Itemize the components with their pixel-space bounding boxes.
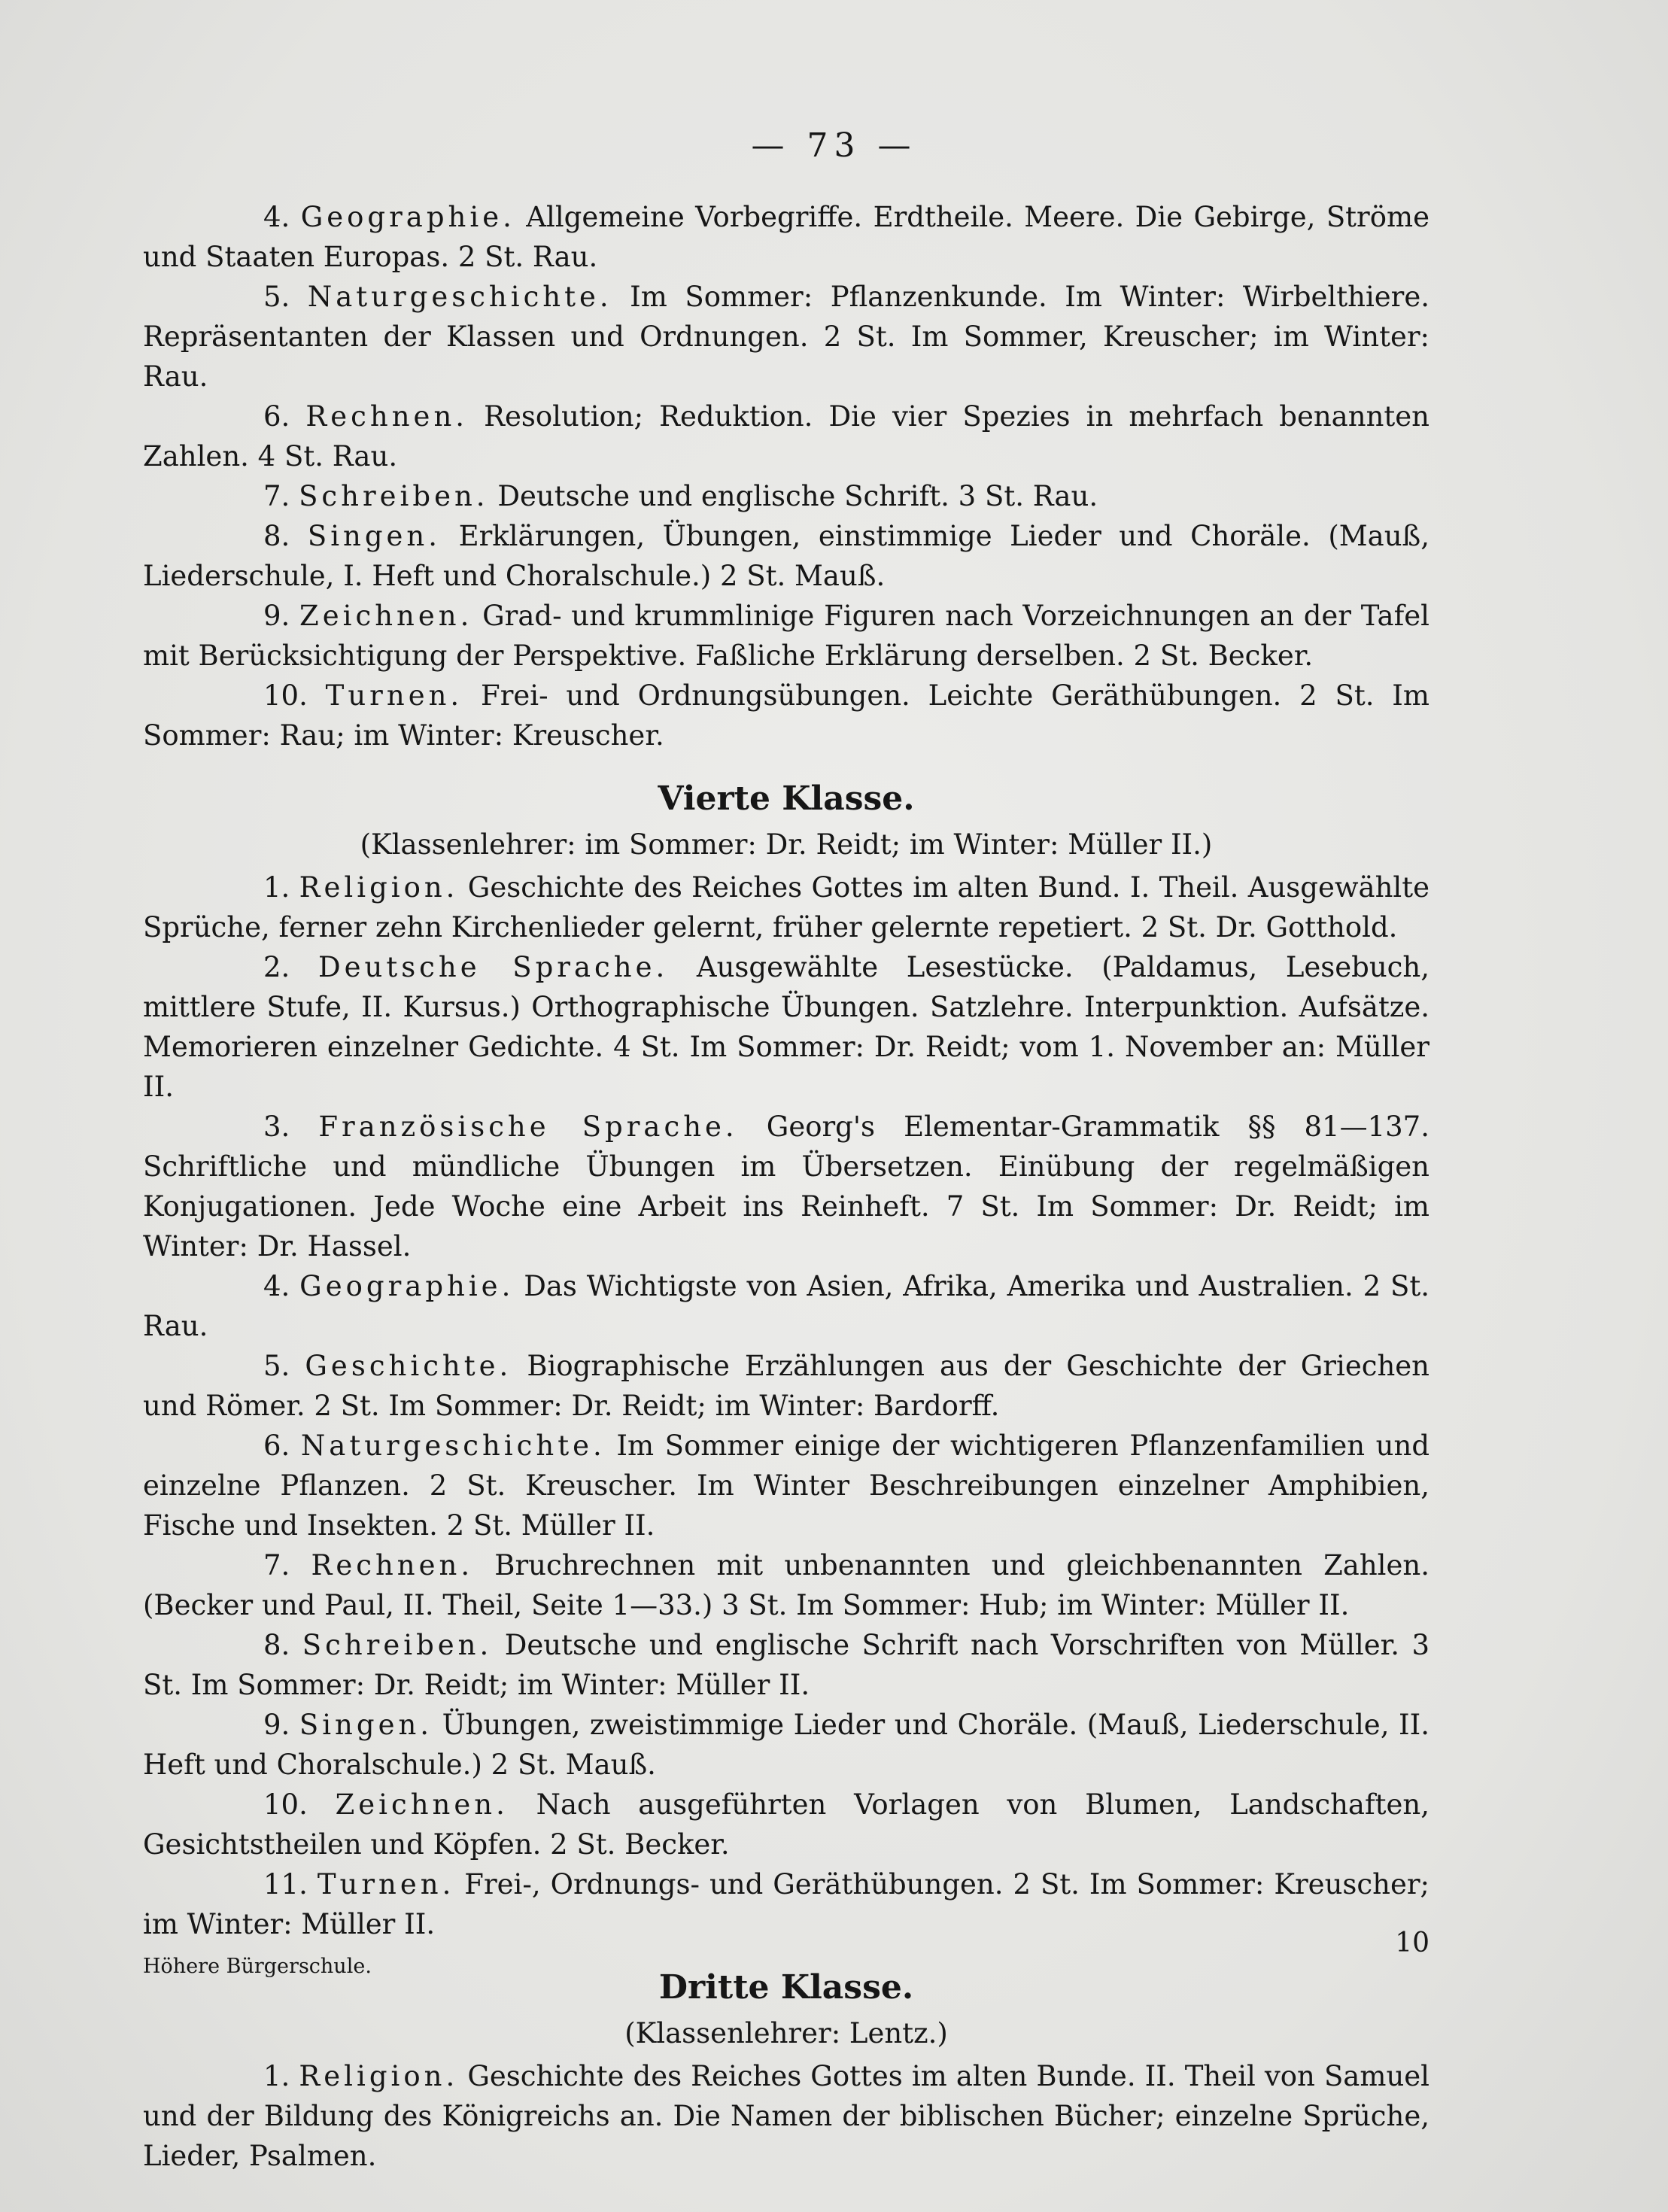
curriculum-entry: 2. Deutsche Sprache. Ausgewählte Lesestücke. (Paldamus, Lesebuch, mittlere Stufe, II. Kursus.) Orthographische Übungen. Satzlehre. Interpunktion. Aufsätze. Memorieren einzelner Gedichte. 4 St. Im Sommer: Dr. Reidt; vom 1. November an: Müller II.: [143, 951, 1429, 1103]
class-teacher-line: (Klassenlehrer: im Sommer: Dr. Reidt; im Winter: Müller II.): [360, 828, 1213, 861]
footer-signature: Höhere Bürgerschule.: [143, 1955, 372, 1978]
dritte-klasse-section: [143, 2056, 1429, 2176]
curriculum-entry: 5. Naturgeschichte. Im Sommer: Pflanzenkunde. Im Winter: Wirbelthiere. Repräsentanten der Klassen und Ordnungen. 2 St. Im Sommer, Kreuscher; im Winter: Rau.: [143, 281, 1430, 393]
curriculum-entry: 8. Singen. Erklärungen, Übungen, einstimmige Lieder und Choräle. (Mauß, Liederschule, I. Heft und Choralschule.) 2 St. Mauß.: [143, 520, 1430, 592]
curriculum-entry: 5. Geschichte. Biographische Erzählungen aus der Geschichte der Griechen und Römer. 2 St. Im Sommer: Dr. Reidt; im Winter: Bardorff.: [143, 1350, 1429, 1422]
curriculum-entry: 10. Turnen. Frei- und Ordnungsübungen. Leichte Geräthübungen. 2 St. Im Sommer: Rau; im Winter: Kreuscher.: [143, 679, 1429, 752]
page-footer: [143, 1928, 1429, 1978]
curriculum-entry: 10. Zeichnen. Nach ausgeführten Vorlagen von Blumen, Landschaften, Gesichtstheilen und Köpfen. 2 St. Becker.: [143, 1788, 1430, 1861]
curriculum-entry: 7. Schreiben. Deutsche und englische Schrift. 3 St. Rau.: [263, 480, 1098, 512]
vierte-klasse-section: [143, 867, 1429, 1944]
curriculum-entry: 1. Religion. Geschichte des Reiches Gottes im alten Bund. I. Theil. Ausgewählte Sprüche, ferner zehn Kirchenlieder gelernt, früher gelernte repetiert. 2 St. Dr. Gotthold.: [143, 871, 1430, 943]
curriculum-entry: 4. Geographie. Allgemeine Vorbegriffe. Erdtheile. Meere. Die Gebirge, Ströme und Staaten Europas. 2 St. Rau.: [143, 201, 1429, 273]
curriculum-entry: 9. Zeichnen. Grad- und krummlinige Figuren nach Vorzeichnungen an der Tafel mit Berücksichtigung der Perspektive. Faßliche Erklärung derselben. 2 St. Becker.: [143, 600, 1430, 672]
curriculum-entry: 8. Schreiben. Deutsche und englische Schrift nach Vorschriften von Müller. 3 St. Im Sommer: Dr. Reidt; im Winter: Müller II.: [143, 1629, 1429, 1701]
curriculum-entry: 4. Geographie. Das Wichtigste von Asien, Afrika, Amerika und Australien. 2 St. Rau.: [143, 1270, 1429, 1342]
section-heading-vierte-klasse: Vierte Klasse.: [658, 779, 915, 818]
section-heading-dritte-klasse: Dritte Klasse.: [658, 1968, 914, 2007]
curriculum-entry: 6. Rechnen. Resolution; Reduktion. Die vier Spezies in mehrfach benannten Zahlen. 4 St. Rau.: [143, 400, 1429, 472]
page-number: — 73 —: [751, 126, 917, 165]
body-text: [143, 197, 1429, 2176]
curriculum-entry: 11. Turnen. Frei-, Ordnungs- und Geräthübungen. 2 St. Im Sommer: Kreuscher; im Winter: Müller II.: [143, 1868, 1430, 1940]
curriculum-entry: 6. Naturgeschichte. Im Sommer einige der wichtigeren Pflanzenfamilien und einzelne Pflanzen. 2 St. Kreuscher. Im Winter Beschreibungen einzelner Amphibien, Fische und Insekten. 2 St. Müller II.: [143, 1430, 1430, 1542]
class-teacher-line: (Klassenlehrer: Lentz.): [624, 2017, 948, 2049]
pre-section: [143, 197, 1429, 755]
curriculum-entry: 9. Singen. Übungen, zweistimmige Lieder und Choräle. (Mauß, Liederschule, II. Heft und Choralschule.) 2 St. Mauß.: [143, 1709, 1430, 1781]
curriculum-entry: 1. Religion. Geschichte des Reiches Gottes im alten Bunde. II. Theil von Samuel und der Bildung des Königreichs an. Die Namen der biblischen Bücher; einzelne Sprüche, Lieder, Psalmen.: [143, 2060, 1430, 2172]
curriculum-entry: 3. Französische Sprache. Georg's Elementar-Grammatik §§ 81—137. Schriftliche und mündliche Übungen im Übersetzen. Einübung der regelmäßigen Konjugationen. Jede Woche eine Arbeit ins Reinheft. 7 St. Im Sommer: Dr. Reidt; im Winter: Dr. Hassel.: [143, 1111, 1429, 1262]
sheet-number: 10: [1395, 1928, 1429, 1958]
curriculum-entry: 7. Rechnen. Bruchrechnen mit unbenannten und gleichbenannten Zahlen. (Becker und Paul, II. Theil, Seite 1—33.) 3 St. Im Sommer: Hub; im Winter: Müller II.: [143, 1549, 1430, 1621]
